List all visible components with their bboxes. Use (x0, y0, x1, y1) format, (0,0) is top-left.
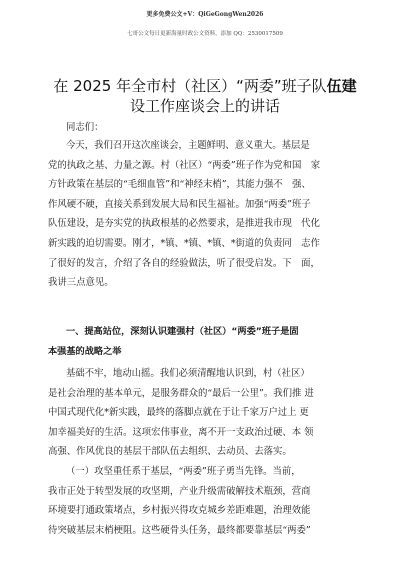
paragraph-line: 我讲三点意见。 (48, 277, 114, 289)
document-title-line-1 (30, 76, 380, 96)
paragraph-1 (48, 136, 372, 293)
section-heading-line: 一、提高站位，深刻认识建强村（社区）“两委”班子是固 (66, 326, 299, 337)
header-info-line: 七哥公文每日更新海量时政公文资料，添加 QQ：2530017509 (127, 31, 283, 37)
section-heading-line: 本强基的战略之举 (48, 345, 122, 357)
paragraph-line: 今天，我们召开这次座谈会，主题鲜明、意义重大。基层是 (66, 140, 310, 151)
paragraph-line: 了很好的发言，介绍了各自的经验做法，听了很受启发。下 面， (48, 257, 320, 269)
paragraph-line: 方针政策在基层的“毛细血管”和“神经末梢”，其能力强不 强、 (48, 179, 311, 191)
paragraph-line: 环境要打通政策堵点，乡村振兴得攻克城乡差距难题，治理效能 (48, 505, 311, 517)
paragraph-line: 加幸福美好的生活。这项宏伟事业，离不开一支政治过硬、本 领 (48, 426, 314, 438)
section-heading-1 (48, 322, 372, 361)
title-text-regular: 在 2025 年全市村（社区）“两委”班子队 (53, 77, 327, 95)
paragraph-line: 新实践的迫切需要。刚才，*镇、*镇、*镇、*街道的负责同 志作 (48, 237, 320, 249)
paragraph-line: 高强、作风优良的基层干部队伍去组织、去动员、去落实。 (48, 446, 292, 458)
paragraph-line: 基础不牢，地动山摇。我们必须清醒地认识到，村（社区） (66, 368, 310, 379)
paragraph-line: 待突破基层末梢梗阻。这些硬骨头任务，最终都要靠基层“两委” (48, 524, 311, 536)
document-title-line-2: 设工作座谈会上的讲话 (129, 97, 280, 115)
title-text-bold: 伍建 (326, 77, 357, 95)
paragraph-line: 中国式现代化*新实践，最终的落脚点就在于让千家万户过上 更 (48, 407, 309, 419)
paragraph-line: 队伍建设，是夯实党的执政根基的必然要求，是推进我市现 代化 (48, 218, 320, 230)
paragraph-line: 党的执政之基、力量之源。村（社区）“两委”班子作为党和国 家 (48, 159, 321, 171)
paragraph-line: 作风硬不硬，直接关系到发展大局和民生福祉。加强“两委”班子 (48, 198, 311, 210)
paragraph-line: 我市正处于转型发展的攻坚期，产业升级需破解技术瓶颈，营商 (48, 485, 311, 497)
paragraph-line: 是社会治理的基本单元，是服务群众的“最后一公里”。我们推 进 (48, 387, 314, 399)
paragraph-2 (48, 364, 372, 462)
header-promo-line: 更多免费公文+V：QiGeGongWen2026 (146, 11, 264, 18)
greeting: 同志们： (66, 122, 104, 133)
paragraph-line: （一）攻坚重任系于基层，“两委”班子勇当先锋。当前， (66, 466, 301, 477)
paragraph-3 (48, 462, 372, 540)
